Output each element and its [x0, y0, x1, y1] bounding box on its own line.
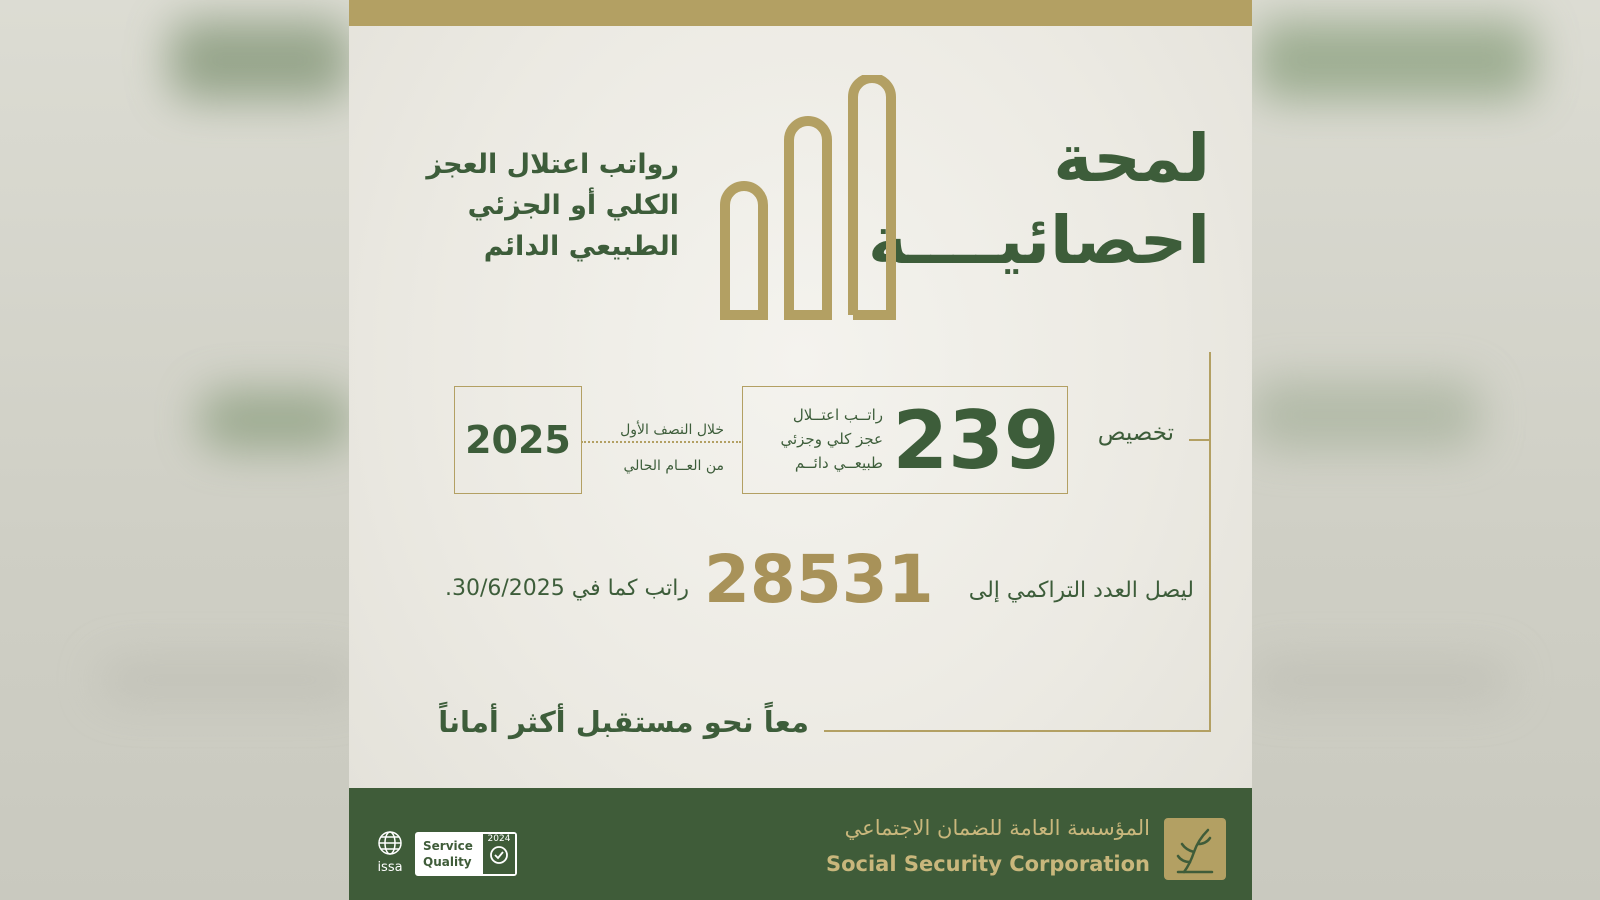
- period-line: من العــام الحالي: [623, 458, 724, 474]
- title-line: احصائيــــة: [868, 202, 1210, 279]
- quality-badge-year: 2024: [487, 834, 511, 844]
- cumulative-suffix: راتب كما في 30/6/2025.: [444, 576, 689, 601]
- infographic-card: [349, 0, 1252, 900]
- background-blur: [200, 390, 350, 450]
- period-text: [584, 412, 724, 484]
- frame-line-bottom: [824, 730, 1211, 732]
- subtitle-line: رواتب اعتلال العجز: [426, 149, 679, 180]
- bar-chart-arches-icon: [719, 75, 909, 324]
- issa-logo: [373, 830, 407, 876]
- org-name-english: Social Security Corporation: [825, 852, 1150, 876]
- check-badge-icon: [488, 844, 510, 866]
- quality-badge-line: Service: [423, 839, 473, 853]
- tagline: معاً نحو مستقبل أكثر أماناً: [438, 705, 809, 739]
- wheat-logo-icon: [1164, 818, 1226, 880]
- issa-label: issa: [377, 860, 403, 875]
- top-gold-bar: [349, 0, 1252, 26]
- count-desc-line: طبيعــي دائــم: [794, 454, 883, 472]
- allocation-label: تخصيص: [1097, 420, 1174, 446]
- cumulative-prefix: ليصل العدد التراكمي إلى: [968, 578, 1194, 603]
- quality-badge-line: Quality: [423, 855, 472, 869]
- background-blur: [1250, 380, 1480, 450]
- count-box: [742, 386, 1068, 494]
- org-name-arabic: المؤسسة العامة للضمان الاجتماعي: [844, 816, 1150, 840]
- service-quality-badge: [415, 832, 517, 876]
- period-line: خلال النصف الأول: [620, 422, 724, 438]
- subtitle-line: الكلي أو الجزئي: [467, 190, 679, 221]
- frame-line-vertical: [1209, 352, 1211, 732]
- year-box: 2025: [454, 386, 582, 494]
- background-blur: [100, 660, 360, 700]
- issa-globe-icon: [377, 830, 403, 856]
- quality-badge-text: [423, 838, 481, 870]
- subtitle: [379, 144, 679, 267]
- title-line: لمحة: [1053, 120, 1210, 197]
- background-blur: [1255, 20, 1535, 100]
- count-desc-line: عجز كلي وجزئي: [780, 430, 883, 448]
- quality-year-box: [483, 834, 515, 874]
- count-desc-line: راتــب اعتــلال: [792, 406, 883, 424]
- background-blur: [170, 20, 350, 100]
- count-number: 239: [892, 394, 1060, 487]
- cumulative-number: 28531: [704, 541, 934, 618]
- background-blur: [1250, 660, 1510, 700]
- footer: [349, 788, 1252, 900]
- count-description: [751, 403, 883, 475]
- frame-line-top: [1189, 439, 1211, 441]
- subtitle-line: الطبيعي الدائم: [483, 231, 679, 262]
